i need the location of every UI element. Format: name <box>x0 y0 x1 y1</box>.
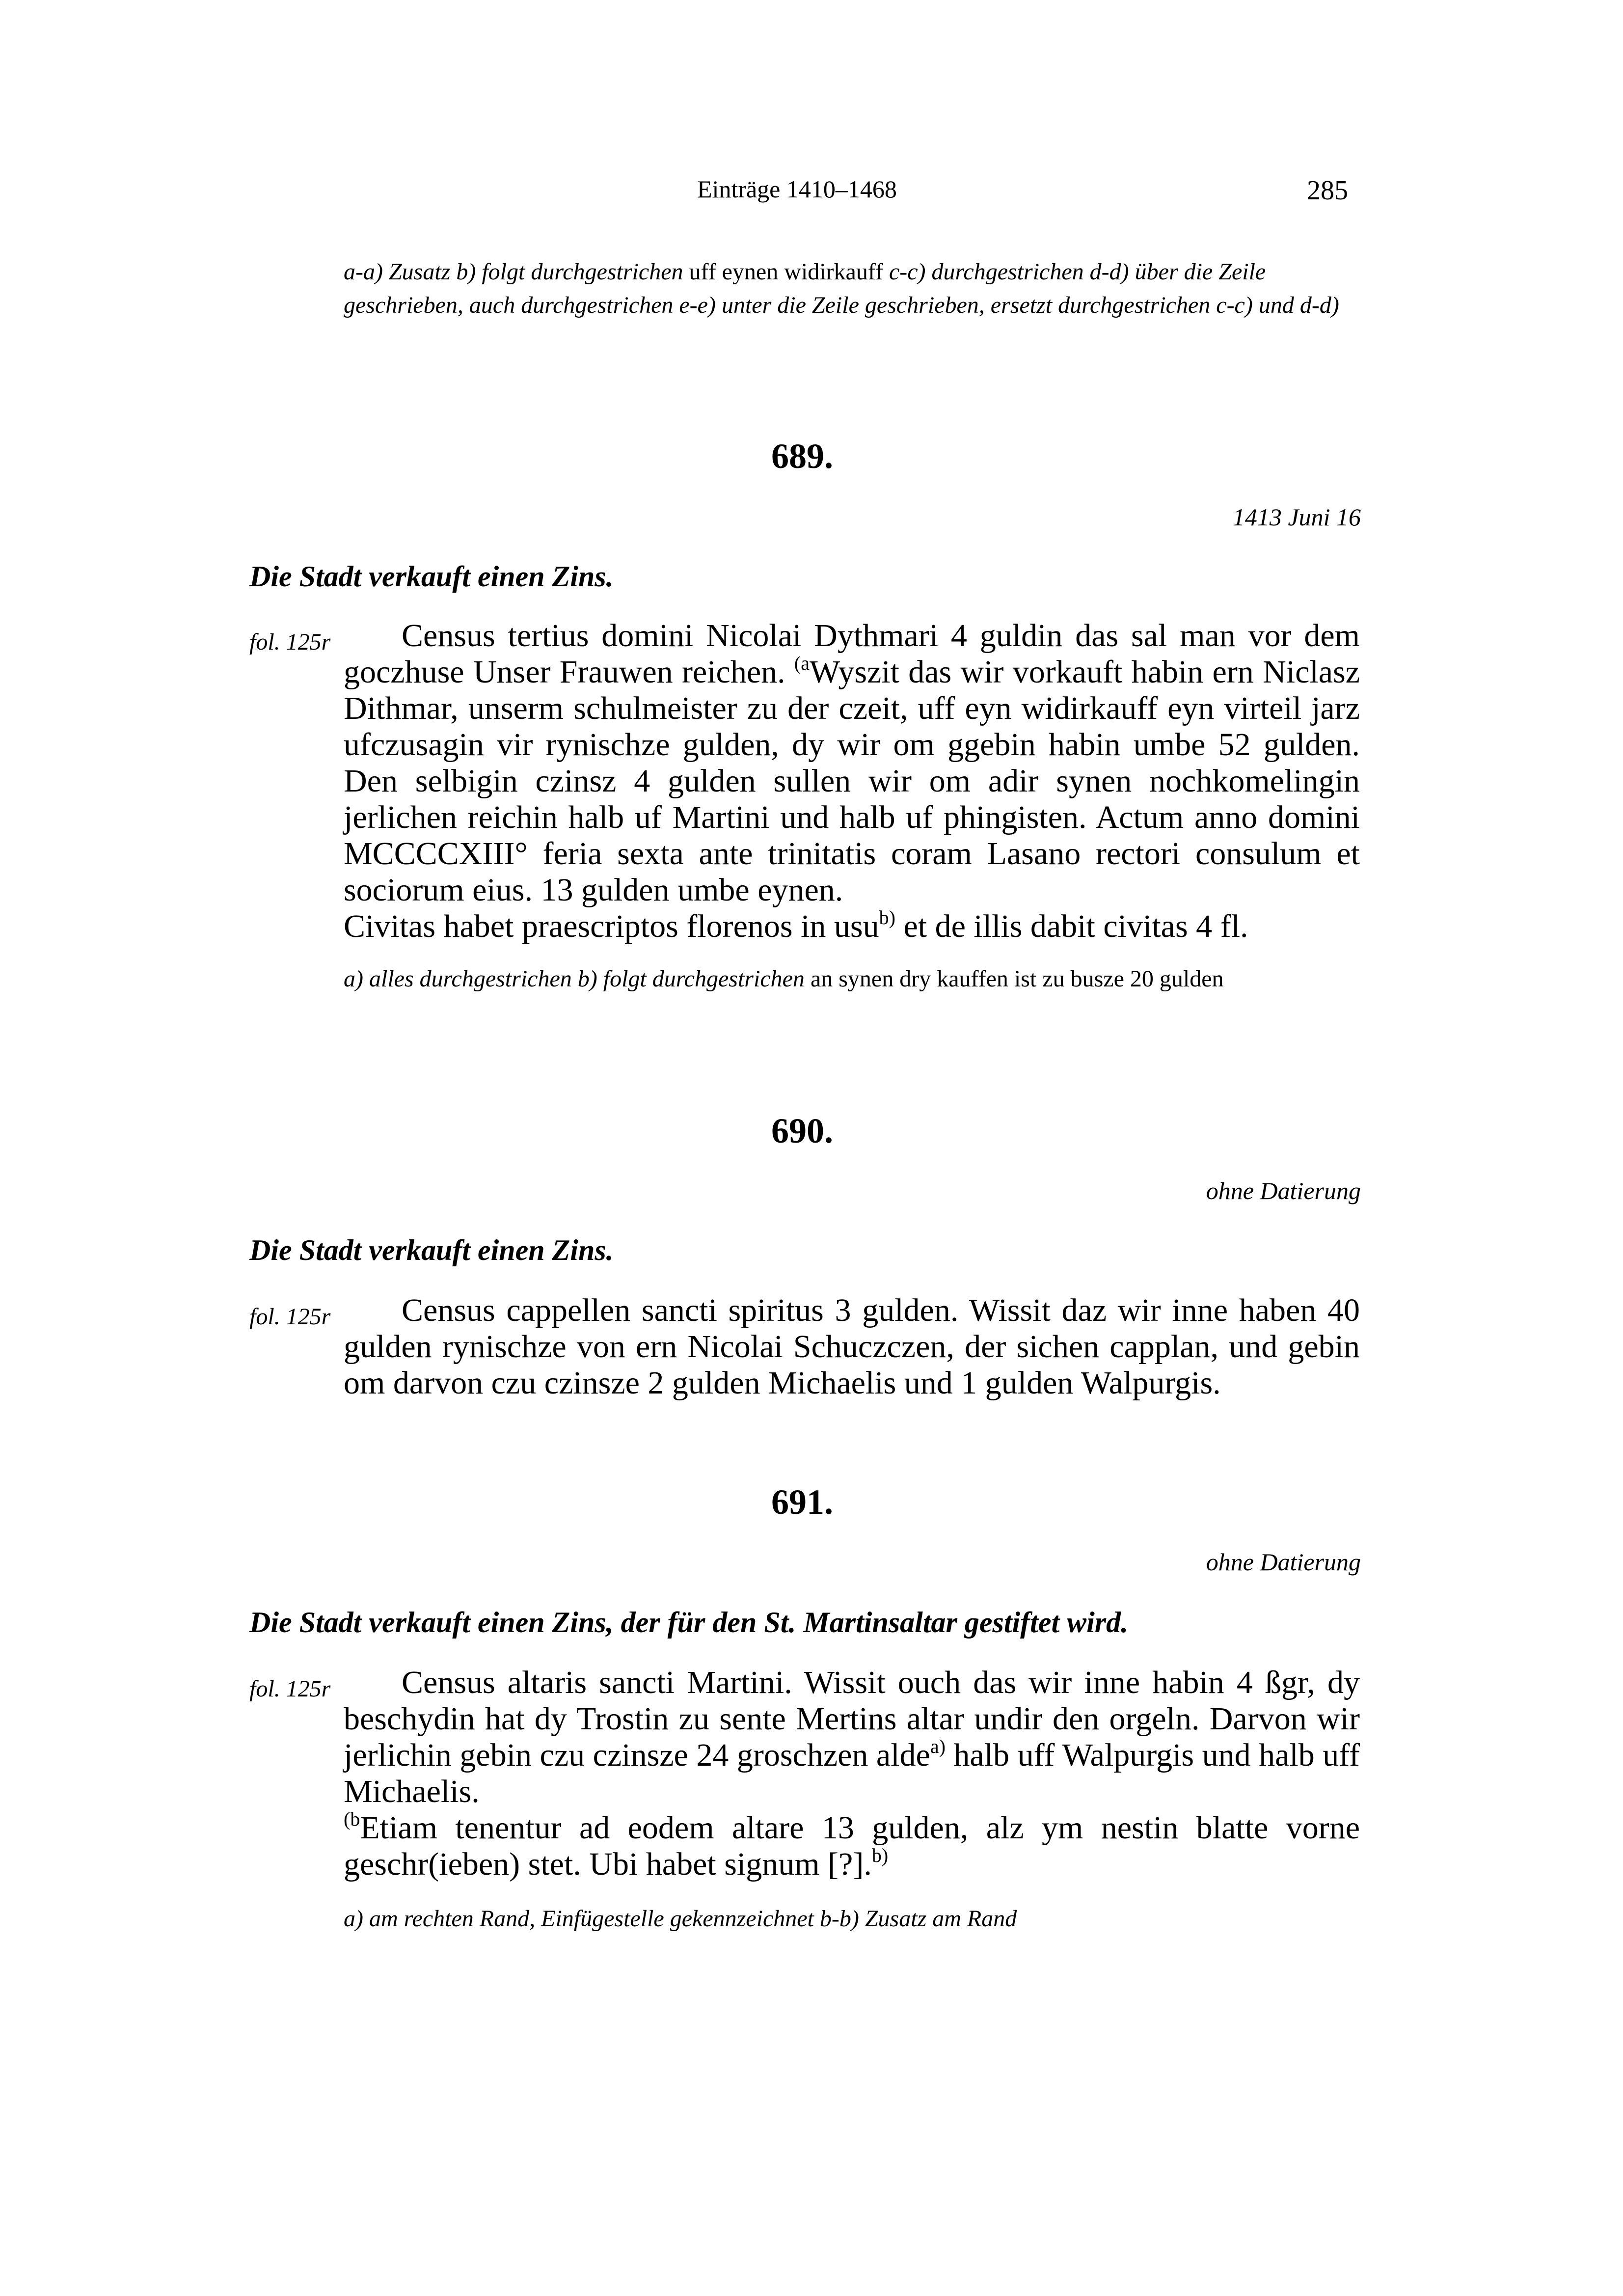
entry-heading-690: Die Stadt verkauft einen Zins. <box>249 1234 614 1266</box>
entry-footnote-689: a) alles durchgestrichen b) folgt durchgestrichen an synen dry kauffen ist zu busze 20 gulden <box>344 966 1224 992</box>
folio-label-691: fol. 125r <box>249 1676 331 1702</box>
entry-paragraph: $^{(b}$Etiam tenentur ad eodem altare 13 gulden, alz ym nestin blatte vorne geschr(ieben) stet. Ubi habet signum [?].$^{b)}$ <box>344 1808 1360 1882</box>
footnote-marker: a) <box>930 1735 946 1757</box>
footnote-marker: b) <box>879 906 895 929</box>
entry-number-691: 691. <box>771 1482 833 1522</box>
top-footnote-part-3: c-c) durchgestrichen d-d) über die Zeile geschrieben, auch durchgestrichen e-e) unter die Zeile geschrieben, ersetzt durchgestrichen c-c) und d-d) <box>344 259 1339 318</box>
page-number: 285 <box>1307 175 1348 206</box>
entry-paragraph: Census tertius domini Nicolai Dythmari 4 guldin das sal man vor dem goczhuse Unser Frauwen reichen. $^{(a}$Wyszit das wir vorkauft habin ern Niclasz Dithmar, unserm schulmeister zu der czeit, uff eyn widirkauff eyn virteil jarz ufczusagin vir rynischze gulden, dy wir om ggebin habin umbe 52 gulden. Den selbigin czinsz 4 gulden sullen wir om adir synen nochkomelingin jerlichen reichin halb uf Martini und halb uf phingisten. Actum anno domini MCCCCXIII° feria sexta ante trinitatis coram Lasano rectori consulum et sociorum eius. 13 gulden umbe eynen. <box>344 618 1360 908</box>
footnote-marker: (a <box>794 652 810 674</box>
top-footnote <box>344 255 1360 322</box>
entry-number-689: 689. <box>771 437 833 476</box>
folio-label-689: fol. 125r <box>249 629 331 655</box>
footnote-marker: b) <box>871 1844 889 1866</box>
entry-text-691 <box>344 1665 1360 1883</box>
entry-heading-689: Die Stadt verkauft einen Zins. <box>249 560 614 593</box>
top-footnote-part-2: uff eynen widirkauff <box>689 259 883 285</box>
entry-text-689 <box>344 618 1360 945</box>
entry-paragraph: Census cappellen sancti spiritus 3 gulden. Wissit daz wir inne haben 40 gulden rynischze von ern Nicolai Schuczczen, der sichen capplan, und gebin om darvon czu czinsze 2 gulden Michaelis und 1 gulden Walpurgis. <box>344 1292 1360 1401</box>
top-footnote-part-1: a-a) Zusatz b) folgt durchgestrichen <box>344 259 689 285</box>
folio-label-690: fol. 125r <box>249 1304 331 1330</box>
entry-number-690: 690. <box>771 1111 833 1150</box>
entry-paragraph: Census altaris sancti Martini. Wissit ouch das wir inne habin 4 ßgr, dy beschydin hat dy Trostin zu sente Mertins altar undir den orgeln. Darvon wir jerlichin gebin czu czinsze 24 groschzen alde$^{a)}$ halb uff Walpurgis und halb uff Michaelis. <box>344 1665 1360 1809</box>
entry-paragraph: Civitas habet praescriptos florenos in usu$^{b)}$ et de illis dabit civitas 4 fl. <box>344 906 1248 944</box>
entry-date-689: 1413 Juni 16 <box>1232 503 1361 531</box>
entry-date-690: ohne Datierung <box>1206 1177 1361 1204</box>
footnote-marker: (b <box>344 1808 360 1830</box>
entry-date-691: ohne Datierung <box>1206 1548 1361 1576</box>
running-header-title: Einträge 1410–1468 <box>697 175 897 203</box>
entry-text-690 <box>344 1292 1360 1401</box>
entry-heading-691: Die Stadt verkauft einen Zins, der für den St. Martinsaltar gestiftet wird. <box>249 1606 1129 1639</box>
entry-footnote-691: a) am rechten Rand, Einfügestelle gekennzeichnet b-b) Zusatz am Rand <box>344 1906 1017 1932</box>
